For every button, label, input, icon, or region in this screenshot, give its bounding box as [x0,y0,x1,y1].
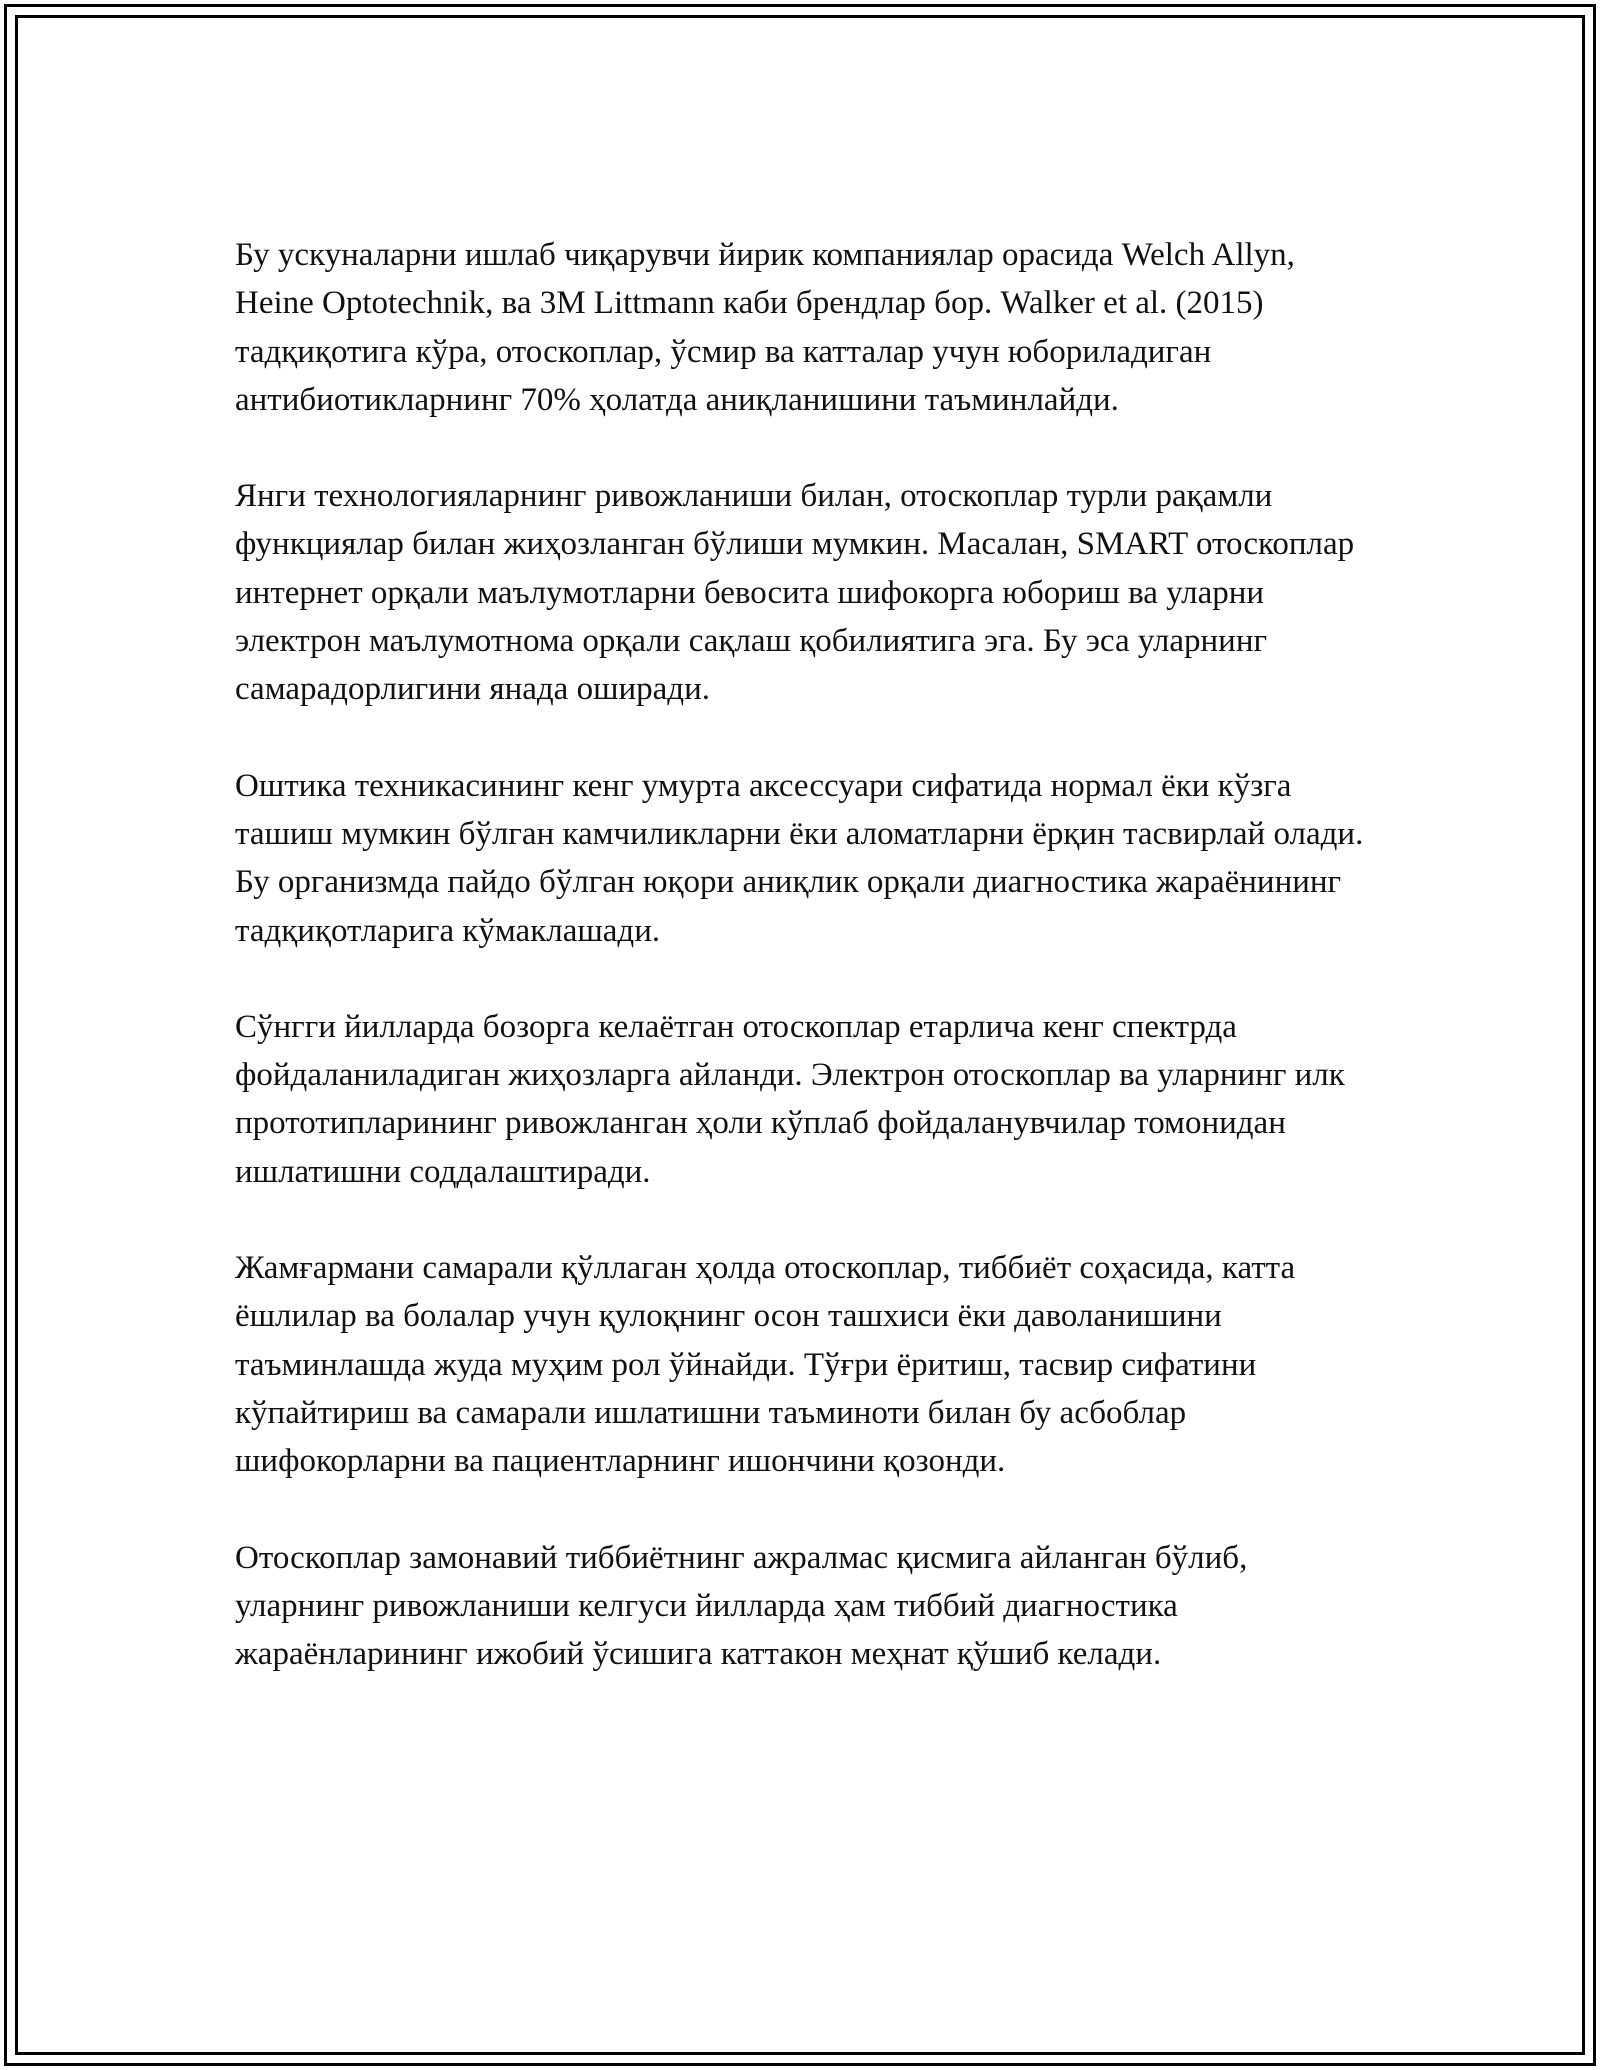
document-body [235,231,1365,1678]
paragraph-optics-technique: Оштика техникасининг кенг умурта аксессуари сифатида нормал ёки кўзга ташиш мумкин бўлган камчиликларни ёки аломатларни ёрқин тасвирлай олади. Бу организмда пайдо бўлган юқори аниқлик орқали диагностика жараёнининг тадқиқотларига кўмаклашади. [235,767,1364,949]
paragraph-medical-role: Жамғармани самарали қўллаган ҳолда отоскоплар, тиббиёт соҳасида, катта ёшлилар ва болалар учун қулоқнинг осон ташхиси ёки даволанишини таъминлашда жуда муҳим рол ўйнайди. Тўғри ёритиш, тасвир сифатини кўпайтириш ва самарали ишлатишни таъминоти билан бу асбоблар шифокорларни ва пациентларнинг ишончини қозонди. [235,1250,1296,1480]
paragraph-digital-functions: Янги технологияларнинг ривожланиши билан, отоскоплар турли рақамли функциялар билан жиҳозланган бўлиши мумкин. Масалан, SMART отоскоплар интернет орқали маълумотларни бевосита шифокорга юбориш ва уларни электрон маълумотнома орқали сақлаш қобилиятига эга. Бу эса уларнинг самарадорлигини янада оширади. [235,478,1355,708]
paragraph-recent-years: Сўнгги йилларда бозорга келаётган отоскоплар етарлича кенг спектрда фойдаланиладиган жиҳозларга айланди. Электрон отоскоплар ва уларнинг илк прототипларининг ривожланган ҳоли кўплаб фойдаланувчилар томонидан ишлатишни соддалаштиради. [235,1008,1345,1190]
paragraph-conclusion: Отоскоплар замонавий тиббиётнинг ажралмас қисмига айланган бўлиб, уларнинг ривожланиши келгуси йилларда ҳам тиббий диагностика жараёнларининг ижобий ўсишига каттакон меҳнат қўшиб келади. [235,1539,1248,1673]
paragraph-manufacturers: Бу ускуналарни ишлаб чиқарувчи йирик компаниялар орасида Welch Allyn, Heine Optotechnik, ва 3M Littmann каби брендлар бор. Walker et al. (2015) тадқиқотига кўра, отоскоплар, ўсмир ва катталар учун юбориладиган антибиотикларнинг 70% ҳолатда аниқланишини таъминлайди. [235,237,1295,418]
